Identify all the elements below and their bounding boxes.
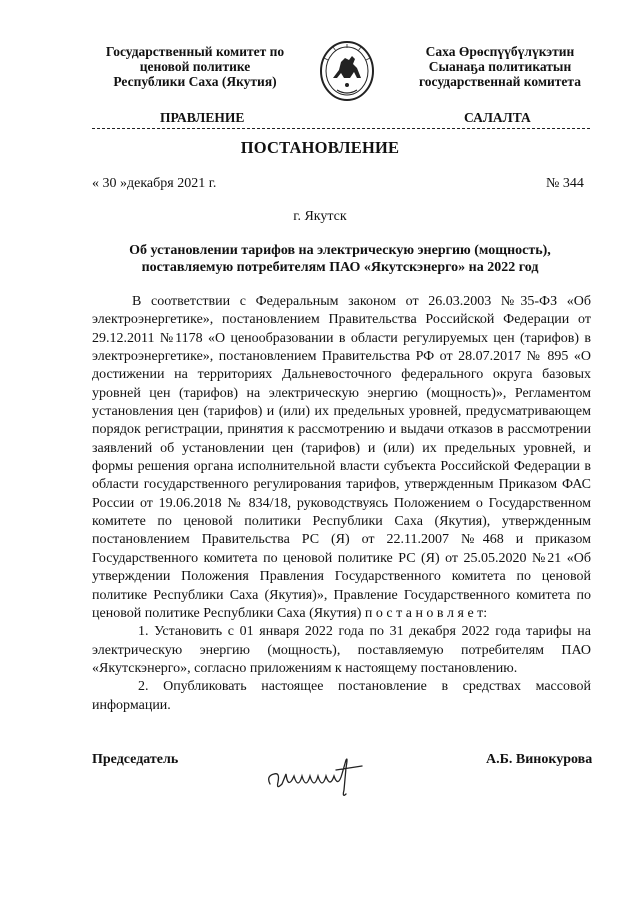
document-date: « 30 »декабря 2021 г.	[92, 176, 217, 191]
header-right	[400, 44, 600, 89]
header-left-line-2: ценовой политике	[139, 59, 251, 74]
signatory-name: А.Б. Винокурова	[486, 752, 593, 767]
header-left-line-1: Государственный комитет по	[105, 44, 285, 59]
handwritten-signature	[262, 750, 372, 802]
resolves-text: п о с т а н о в л я е т:	[364, 605, 488, 621]
header-right-line-3: государственнай комитета	[419, 74, 581, 89]
document-number: № 344	[546, 176, 584, 191]
coat-of-arms-emblem	[319, 40, 375, 102]
subject-line-1: Об установлении тарифов на электрическую энергию (мощность),	[129, 243, 551, 258]
header-left-line-3: Республики Саха (Якутия)	[113, 74, 277, 89]
section-left: ПРАВЛЕНИЕ	[160, 110, 245, 125]
header-right-line-1: Саха Өрөспүүбүлүкэтин	[425, 44, 575, 59]
document-body	[92, 293, 591, 715]
header-divider	[92, 128, 590, 129]
preamble-paragraph	[92, 293, 591, 623]
subject-line-2: поставляемую потребителям ПАО «Якутскэнерго» на 2022 год	[141, 260, 539, 275]
document-city: г. Якутск	[293, 209, 347, 224]
document-subject	[100, 242, 580, 276]
resolution-item-2: 2. Опубликовать настоящее постановление в средствах массовой информации.	[92, 679, 591, 713]
header-left	[100, 44, 290, 89]
header-right-line-2: Сыанаҕа политикатын	[428, 59, 572, 74]
signatory-role: Председатель	[92, 752, 179, 767]
preamble-text: В соответствии с Федеральным законом от 26.03.2003 №35-ФЗ «Об электроэнергетике», постановлением Правительства Российской Федерации от 29.12.2011 №1178 «О ценообразовании в области регулируемых цен (тарифов) в электроэнергетике», постановлением Правительства РФ от 28.07.2017 № 895 «О достижении на территориях Дальневосточного федерального округа базовых уровней цен (тарифов) на электрическую энергию (мощность)», Регламентом установления цен (тарифов) и (или) их предельных уровней, предусматривающем порядок регистрации, принятия к рассмотрению и выдачи отказов в рассмотрении заявлений об установлении цен (тарифов) и (или) их предельных уровней, и формы решения органа исполнительной власти субъекта Российской Федерации в области государственного регулирования тарифов, утвержденным Приказом ФАС России от 19.06.2018 № 834/18, руководствуясь Положением о Государственном комитете по ценовой политики Республики Саха (Якутия), утвержденным постановлением Правительства РС (Я) от 22.11.2007 №468 и приказом Государственного комитета по ценовой политике РС (Я) от 25.05.2020 №21 «Об утверждении Положения Правления Государственного комитета по ценовой политике Республики Саха (Якутия)», Правление Государственного комитета по ценовой политике Республики Саха (Якутия)	[92, 294, 591, 621]
section-right: САЛАЛТА	[464, 110, 531, 125]
resolution-item-1: 1. Установить с 01 января 2022 года по 31 декабря 2022 года тарифы на электрическую энергию (мощность), поставляемую потребителям ПАО «Якутскэнерго», согласно приложениям к настоящему постановлению.	[92, 624, 591, 676]
document-type: ПОСТАНОВЛЕНИЕ	[240, 138, 400, 157]
